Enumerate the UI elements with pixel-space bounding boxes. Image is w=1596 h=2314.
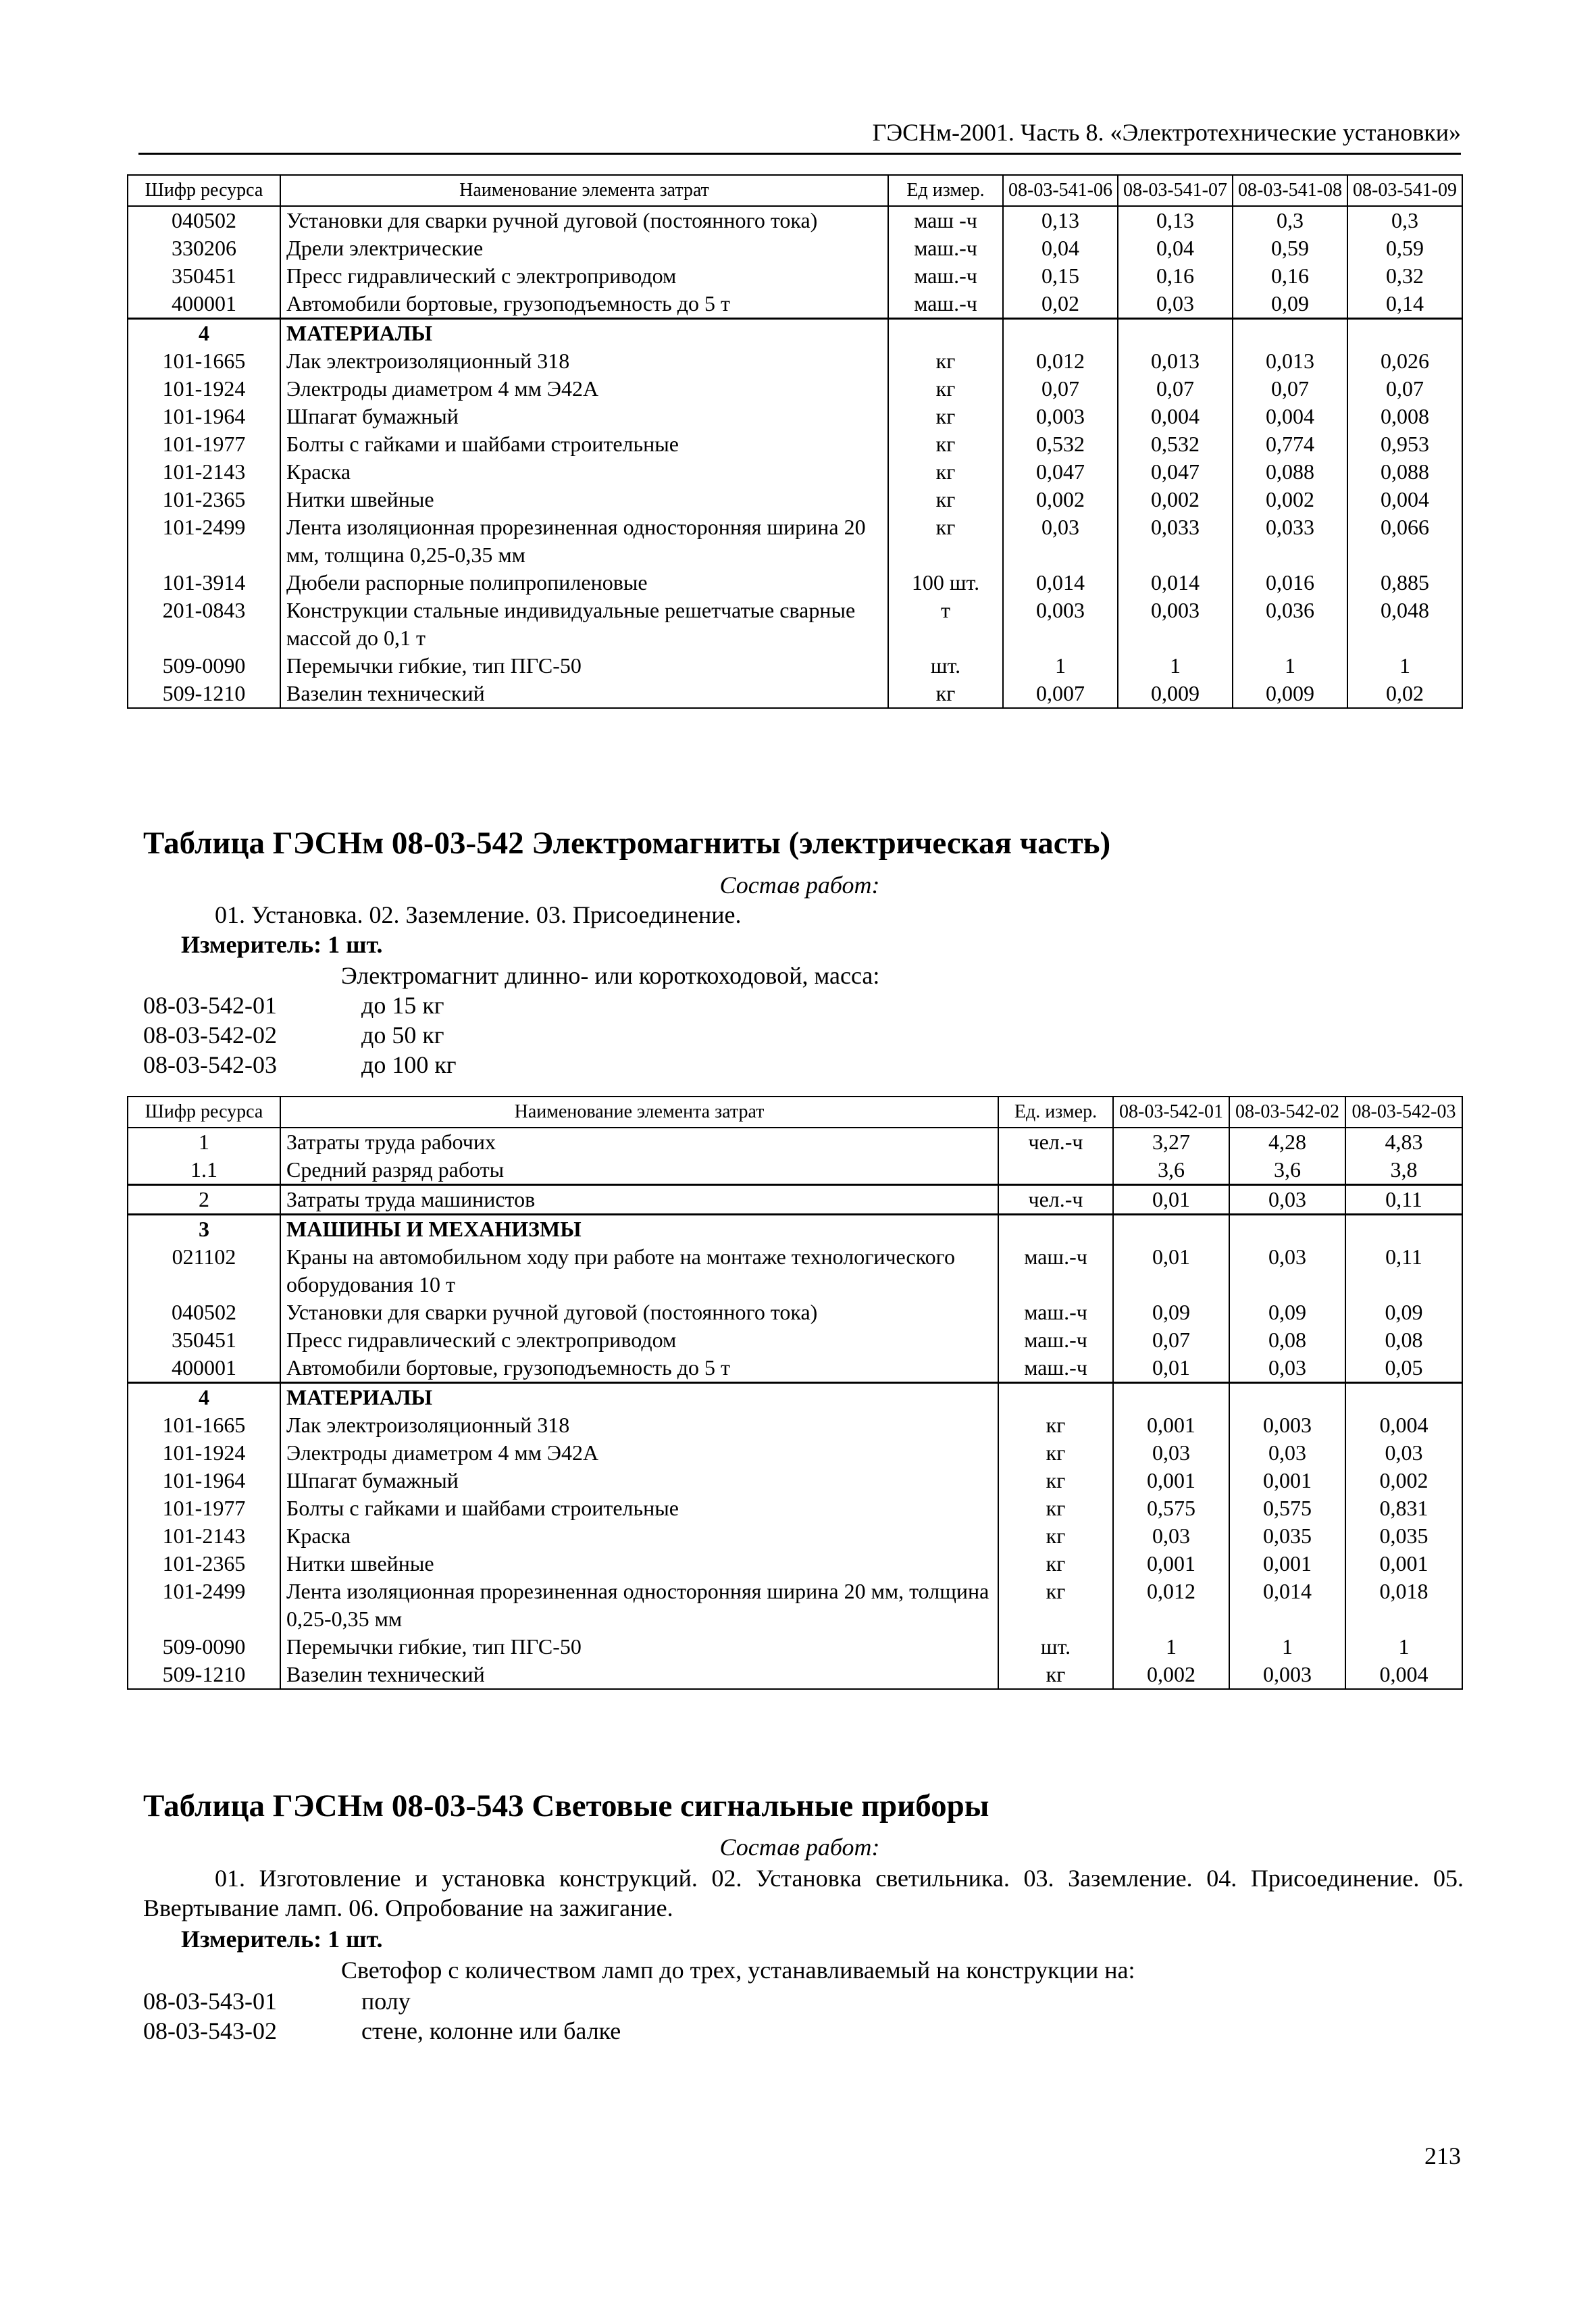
resource-code-cell: 040502 <box>128 206 280 234</box>
value-cell: 0,088 <box>1233 458 1347 486</box>
resource-code-cell: 101-2499 <box>128 513 280 569</box>
resource-name-cell: Автомобили бортовые, грузоподъемность до 5 т <box>280 290 888 319</box>
value-cell: 0,07 <box>1233 375 1347 403</box>
page-number: 213 <box>1424 2142 1461 2169</box>
resource-name-cell: Краска <box>280 1522 998 1550</box>
value-cell: 0,05 <box>1345 1354 1462 1383</box>
resource-name-cell: Перемычки гибкие, тип ПГС-50 <box>280 1633 998 1661</box>
unit-cell: кг <box>888 458 1003 486</box>
value-cell: 0,08 <box>1229 1326 1345 1354</box>
resource-name-cell: Лента изоляционная прорезиненная односторонняя ширина 20 мм, толщина 0,25-0,35 мм <box>280 1578 998 1633</box>
value-cell <box>1345 1215 1462 1244</box>
value-cell: 0,001 <box>1229 1467 1345 1494</box>
resource-code-cell: 350451 <box>128 1326 280 1354</box>
value-cell: 0,035 <box>1229 1522 1345 1550</box>
value-cell: 0,007 <box>1003 680 1118 708</box>
unit-cell: чел.-ч <box>998 1128 1113 1156</box>
item-code: 08-03-543-01 <box>143 1988 277 2015</box>
value-cell <box>1113 1383 1229 1412</box>
table-row <box>128 652 1462 680</box>
resource-name-cell: Нитки швейные <box>280 486 888 513</box>
value-cell: 0,13 <box>1003 206 1118 234</box>
composition-text-542: 01. Установка. 02. Заземление. 03. Присоединение. <box>215 901 742 928</box>
value-cell: 1 <box>1003 652 1118 680</box>
item-code: 08-03-543-02 <box>143 2017 277 2044</box>
value-cell: 3,6 <box>1113 1156 1229 1185</box>
resource-name-cell: Шпагат бумажный <box>280 1467 998 1494</box>
table-row <box>128 430 1462 458</box>
resource-name-cell: Дюбели распорные полипропиленовые <box>280 569 888 597</box>
resource-name-cell: Шпагат бумажный <box>280 403 888 430</box>
value-cell: 0,002 <box>1003 486 1118 513</box>
unit-cell: кг <box>998 1467 1113 1494</box>
value-cell: 1 <box>1347 652 1462 680</box>
resource-name-cell: Краны на автомобильном ходу при работе на монтаже технологического оборудования 10 т <box>280 1243 998 1299</box>
section-title-542: Таблица ГЭСНм 08-03-542 Электромагниты (электрическая часть) <box>143 826 1111 861</box>
value-cell: 0,774 <box>1233 430 1347 458</box>
resource-code-cell: 201-0843 <box>128 597 280 652</box>
value-cell: 0,004 <box>1345 1411 1462 1439</box>
value-cell: 0,01 <box>1113 1354 1229 1383</box>
value-cell <box>1003 319 1118 348</box>
table-row <box>128 1299 1462 1326</box>
resource-name-cell: Лента изоляционная прорезиненная односторонняя ширина 20 мм, толщина 0,25-0,35 мм <box>280 513 888 569</box>
table-row <box>128 1494 1462 1522</box>
unit-cell: маш.-ч <box>998 1326 1113 1354</box>
table-row <box>128 597 1462 652</box>
resource-code-cell: 101-1665 <box>128 1411 280 1439</box>
table-row <box>128 1633 1462 1661</box>
value-cell: 1 <box>1229 1633 1345 1661</box>
value-cell: 0,16 <box>1233 262 1347 290</box>
table-row <box>128 1578 1462 1633</box>
value-cell: 0,04 <box>1003 234 1118 262</box>
header-col: 08-03-542-02 <box>1229 1097 1345 1128</box>
value-cell: 0,033 <box>1233 513 1347 569</box>
header-code: Шифр ресурса <box>128 175 280 206</box>
table-header-row <box>128 1097 1462 1128</box>
resource-code-cell: 4 <box>128 1383 280 1412</box>
value-cell: 0,003 <box>1229 1411 1345 1439</box>
table-row <box>128 347 1462 375</box>
resource-name-cell: Вазелин технический <box>280 680 888 708</box>
resource-code-cell: 101-1924 <box>128 1439 280 1467</box>
value-cell: 0,001 <box>1113 1467 1229 1494</box>
value-cell: 4,28 <box>1229 1128 1345 1156</box>
header-col: 08-03-541-08 <box>1233 175 1347 206</box>
value-cell: 0,008 <box>1347 403 1462 430</box>
unit-cell: маш.-ч <box>888 262 1003 290</box>
value-cell: 0,11 <box>1345 1243 1462 1299</box>
value-cell: 0,3 <box>1347 206 1462 234</box>
page-header: ГЭСНм-2001. Часть 8. «Электротехнические установки» <box>138 115 1461 155</box>
value-cell: 0,033 <box>1118 513 1233 569</box>
value-cell: 0,02 <box>1003 290 1118 319</box>
table-row <box>128 680 1462 708</box>
resource-name-cell: Вазелин технический <box>280 1661 998 1689</box>
value-cell: 0,11 <box>1345 1185 1462 1215</box>
value-cell: 0,532 <box>1118 430 1233 458</box>
unit-cell: маш.-ч <box>998 1354 1113 1383</box>
table-row <box>128 1128 1462 1156</box>
resource-name-cell: МАШИНЫ И МЕХАНИЗМЫ <box>280 1215 998 1244</box>
resource-name-cell: Затраты труда рабочих <box>280 1128 998 1156</box>
resource-table-541 <box>127 174 1463 709</box>
value-cell: 0,04 <box>1118 234 1233 262</box>
resource-name-cell: Автомобили бортовые, грузоподъемность до 5 т <box>280 1354 998 1383</box>
resource-code-cell: 101-1665 <box>128 347 280 375</box>
value-cell: 1 <box>1113 1633 1229 1661</box>
table-row <box>128 206 1462 234</box>
table-row <box>128 290 1462 319</box>
resource-name-cell: Пресс гидравлический с электроприводом <box>280 1326 998 1354</box>
table-row <box>128 458 1462 486</box>
table-row <box>128 1326 1462 1354</box>
table-row <box>128 1467 1462 1494</box>
value-cell: 1 <box>1233 652 1347 680</box>
unit-cell: кг <box>998 1494 1113 1522</box>
resource-code-cell: 330206 <box>128 234 280 262</box>
unit-cell: кг <box>888 403 1003 430</box>
header-unit: Ед. измер. <box>998 1097 1113 1128</box>
value-cell: 0,003 <box>1118 597 1233 652</box>
resource-name-cell: МАТЕРИАЛЫ <box>280 1383 998 1412</box>
section-title-543: Таблица ГЭСНм 08-03-543 Световые сигнальные приборы <box>143 1788 989 1823</box>
value-cell: 0,03 <box>1229 1354 1345 1383</box>
resource-name-cell: Электроды диаметром 4 мм Э42А <box>280 1439 998 1467</box>
unit-cell: кг <box>888 430 1003 458</box>
unit-cell: кг <box>888 513 1003 569</box>
value-cell: 0,15 <box>1003 262 1118 290</box>
value-cell: 0,018 <box>1345 1578 1462 1633</box>
value-cell: 0,532 <box>1003 430 1118 458</box>
unit-cell: кг <box>888 347 1003 375</box>
unit-cell <box>888 319 1003 348</box>
value-cell: 0,002 <box>1345 1467 1462 1494</box>
value-cell: 1 <box>1345 1633 1462 1661</box>
header-col: 08-03-541-09 <box>1347 175 1462 206</box>
value-cell <box>1229 1383 1345 1412</box>
value-cell: 0,07 <box>1118 375 1233 403</box>
value-cell: 0,002 <box>1113 1661 1229 1689</box>
resource-code-cell: 1 <box>128 1128 280 1156</box>
resource-name-cell: Краска <box>280 458 888 486</box>
value-cell: 0,08 <box>1345 1326 1462 1354</box>
resource-code-cell: 101-2143 <box>128 1522 280 1550</box>
item-text: до 15 кг <box>361 992 444 1019</box>
header-name: Наименование элемента затрат <box>280 175 888 206</box>
resource-name-cell: Пресс гидравлический с электроприводом <box>280 262 888 290</box>
table-header-row <box>128 175 1462 206</box>
table-row <box>128 1411 1462 1439</box>
table-row <box>128 486 1462 513</box>
table-row <box>128 234 1462 262</box>
resource-code-cell: 101-2499 <box>128 1578 280 1633</box>
value-cell: 0,03 <box>1229 1185 1345 1215</box>
composition-label-542: Состав работ: <box>719 872 880 899</box>
resource-code-cell: 101-3914 <box>128 569 280 597</box>
resource-code-cell: 021102 <box>128 1243 280 1299</box>
resource-code-cell: 101-1977 <box>128 1494 280 1522</box>
resource-code-cell: 400001 <box>128 1354 280 1383</box>
resource-name-cell: Установки для сварки ручной дуговой (постоянного тока) <box>280 1299 998 1326</box>
unit-cell: кг <box>998 1661 1113 1689</box>
resource-name-cell: Нитки швейные <box>280 1550 998 1578</box>
table-row <box>128 319 1462 348</box>
value-cell: 0,026 <box>1347 347 1462 375</box>
item-code: 08-03-542-03 <box>143 1051 277 1078</box>
item-code: 08-03-542-01 <box>143 992 277 1019</box>
item-text: полу <box>361 1988 411 2015</box>
unit-cell <box>998 1156 1113 1185</box>
value-cell: 0,001 <box>1345 1550 1462 1578</box>
unit-cell: кг <box>998 1578 1113 1633</box>
table-row <box>128 1522 1462 1550</box>
table-row <box>128 1354 1462 1383</box>
unit-cell <box>998 1215 1113 1244</box>
resource-code-cell: 101-1977 <box>128 430 280 458</box>
unit-cell: кг <box>888 375 1003 403</box>
table-row <box>128 513 1462 569</box>
value-cell: 0,953 <box>1347 430 1462 458</box>
value-cell: 0,009 <box>1118 680 1233 708</box>
table-row <box>128 1661 1462 1689</box>
resource-code-cell: 509-1210 <box>128 680 280 708</box>
unit-cell: маш.-ч <box>998 1243 1113 1299</box>
resource-name-cell: Затраты труда машинистов <box>280 1185 998 1215</box>
unit-cell: кг <box>888 486 1003 513</box>
value-cell: 0,59 <box>1233 234 1347 262</box>
table-row <box>128 1383 1462 1412</box>
value-cell: 4,83 <box>1345 1128 1462 1156</box>
unit-cell: маш -ч <box>888 206 1003 234</box>
value-cell: 0,035 <box>1345 1522 1462 1550</box>
unit-cell: маш.-ч <box>888 234 1003 262</box>
unit-cell: кг <box>998 1550 1113 1578</box>
value-cell: 0,09 <box>1345 1299 1462 1326</box>
value-cell: 0,03 <box>1118 290 1233 319</box>
item-text: до 100 кг <box>361 1051 457 1078</box>
value-cell: 0,575 <box>1229 1494 1345 1522</box>
value-cell: 3,27 <box>1113 1128 1229 1156</box>
unit-cell: кг <box>888 680 1003 708</box>
unit-cell: маш.-ч <box>998 1299 1113 1326</box>
unit-cell: шт. <box>888 652 1003 680</box>
meter-542: Измеритель: 1 шт. <box>181 931 383 958</box>
resource-table-542 <box>127 1096 1463 1690</box>
value-cell: 0,03 <box>1229 1243 1345 1299</box>
unit-cell: т <box>888 597 1003 652</box>
value-cell <box>1233 319 1347 348</box>
header-unit: Ед измер. <box>888 175 1003 206</box>
resource-code-cell: 509-0090 <box>128 652 280 680</box>
table-row <box>128 375 1462 403</box>
table-row <box>128 1215 1462 1244</box>
resource-code-cell: 509-0090 <box>128 1633 280 1661</box>
value-cell: 0,07 <box>1113 1326 1229 1354</box>
value-cell: 0,07 <box>1003 375 1118 403</box>
value-cell: 0,59 <box>1347 234 1462 262</box>
value-cell: 0,001 <box>1113 1550 1229 1578</box>
value-cell: 0,03 <box>1345 1439 1462 1467</box>
value-cell <box>1347 319 1462 348</box>
value-cell: 0,09 <box>1113 1299 1229 1326</box>
meter-543: Измеритель: 1 шт. <box>181 1926 383 1953</box>
resource-code-cell: 350451 <box>128 262 280 290</box>
item-text: стене, колонне или балке <box>361 2017 621 2044</box>
header-col: 08-03-542-03 <box>1345 1097 1462 1128</box>
value-cell: 0,009 <box>1233 680 1347 708</box>
table-row <box>128 1156 1462 1185</box>
resource-code-cell: 400001 <box>128 290 280 319</box>
value-cell: 0,09 <box>1229 1299 1345 1326</box>
composition-text-543: 01. Изготовление и установка конструкций. 02. Установка светильника. 03. Заземление. 04. Присоединение. 05. Ввертывание ламп. 06. Опробование на зажигание. <box>143 1865 1464 1921</box>
value-cell: 0,03 <box>1003 513 1118 569</box>
table-row <box>128 1185 1462 1215</box>
value-cell: 0,14 <box>1347 290 1462 319</box>
value-cell: 0,016 <box>1233 569 1347 597</box>
table-row <box>128 569 1462 597</box>
value-cell: 0,047 <box>1003 458 1118 486</box>
value-cell: 0,013 <box>1118 347 1233 375</box>
value-cell: 0,01 <box>1113 1243 1229 1299</box>
resource-name-cell: Дрели электрические <box>280 234 888 262</box>
value-cell: 0,012 <box>1113 1578 1229 1633</box>
unit-cell: маш.-ч <box>888 290 1003 319</box>
value-cell: 0,004 <box>1347 486 1462 513</box>
value-cell: 0,13 <box>1118 206 1233 234</box>
resource-code-cell: 101-2365 <box>128 486 280 513</box>
unit-cell: 100 шт. <box>888 569 1003 597</box>
resource-name-cell: Болты с гайками и шайбами строительные <box>280 430 888 458</box>
value-cell: 0,014 <box>1229 1578 1345 1633</box>
value-cell: 0,012 <box>1003 347 1118 375</box>
resource-name-cell: Установки для сварки ручной дуговой (постоянного тока) <box>280 206 888 234</box>
resource-code-cell: 1.1 <box>128 1156 280 1185</box>
resource-code-cell: 4 <box>128 319 280 348</box>
value-cell: 0,32 <box>1347 262 1462 290</box>
value-cell: 0,003 <box>1229 1661 1345 1689</box>
value-cell: 0,004 <box>1345 1661 1462 1689</box>
value-cell: 0,16 <box>1118 262 1233 290</box>
resource-name-cell: Болты с гайками и шайбами строительные <box>280 1494 998 1522</box>
resource-name-cell: Лак электроизоляционный 318 <box>280 347 888 375</box>
value-cell <box>1229 1215 1345 1244</box>
item-code: 08-03-542-02 <box>143 1022 277 1049</box>
value-cell: 0,02 <box>1347 680 1462 708</box>
resource-code-cell: 3 <box>128 1215 280 1244</box>
value-cell: 0,575 <box>1113 1494 1229 1522</box>
value-cell: 0,885 <box>1347 569 1462 597</box>
value-cell: 0,048 <box>1347 597 1462 652</box>
resource-name-cell: Перемычки гибкие, тип ПГС-50 <box>280 652 888 680</box>
header-col: 08-03-542-01 <box>1113 1097 1229 1128</box>
resource-name-cell: Средний разряд работы <box>280 1156 998 1185</box>
value-cell: 0,003 <box>1003 403 1118 430</box>
resource-code-cell: 509-1210 <box>128 1661 280 1689</box>
resource-code-cell: 101-2365 <box>128 1550 280 1578</box>
value-cell: 0,3 <box>1233 206 1347 234</box>
value-cell: 0,001 <box>1229 1550 1345 1578</box>
value-cell: 0,047 <box>1118 458 1233 486</box>
table-row <box>128 262 1462 290</box>
value-cell: 0,001 <box>1113 1411 1229 1439</box>
resource-code-cell: 101-1924 <box>128 375 280 403</box>
value-cell: 0,002 <box>1118 486 1233 513</box>
unit-cell <box>998 1383 1113 1412</box>
value-cell: 0,03 <box>1113 1439 1229 1467</box>
unit-cell: кг <box>998 1522 1113 1550</box>
table-row <box>128 1243 1462 1299</box>
unit-cell: чел.-ч <box>998 1185 1113 1215</box>
resource-name-cell: Конструкции стальные индивидуальные решетчатые сварные массой до 0,1 т <box>280 597 888 652</box>
intro-542: Электромагнит длинно- или короткоходовой, масса: <box>341 962 880 989</box>
value-cell: 0,03 <box>1229 1439 1345 1467</box>
resource-name-cell: Лак электроизоляционный 318 <box>280 1411 998 1439</box>
value-cell: 0,09 <box>1233 290 1347 319</box>
table-row <box>128 1550 1462 1578</box>
value-cell: 0,088 <box>1347 458 1462 486</box>
value-cell: 0,03 <box>1113 1522 1229 1550</box>
value-cell: 0,013 <box>1233 347 1347 375</box>
item-text: до 50 кг <box>361 1022 444 1049</box>
value-cell: 3,6 <box>1229 1156 1345 1185</box>
header-code: Шифр ресурса <box>128 1097 280 1128</box>
resource-name-cell: Электроды диаметром 4 мм Э42А <box>280 375 888 403</box>
value-cell <box>1113 1215 1229 1244</box>
value-cell: 0,014 <box>1003 569 1118 597</box>
value-cell: 0,004 <box>1118 403 1233 430</box>
intro-543: Светофор с количеством ламп до трех, устанавливаемый на конструкции на: <box>341 1957 1135 1984</box>
unit-cell: кг <box>998 1411 1113 1439</box>
unit-cell: кг <box>998 1439 1113 1467</box>
resource-name-cell: МАТЕРИАЛЫ <box>280 319 888 348</box>
value-cell <box>1345 1383 1462 1412</box>
composition-label-543: Состав работ: <box>719 1834 880 1861</box>
value-cell: 1 <box>1118 652 1233 680</box>
value-cell: 0,004 <box>1233 403 1347 430</box>
value-cell: 0,01 <box>1113 1185 1229 1215</box>
header-col: 08-03-541-07 <box>1118 175 1233 206</box>
value-cell: 0,036 <box>1233 597 1347 652</box>
value-cell: 0,831 <box>1345 1494 1462 1522</box>
header-col: 08-03-541-06 <box>1003 175 1118 206</box>
value-cell: 0,003 <box>1003 597 1118 652</box>
value-cell: 0,066 <box>1347 513 1462 569</box>
header-name: Наименование элемента затрат <box>280 1097 998 1128</box>
unit-cell: шт. <box>998 1633 1113 1661</box>
resource-code-cell: 101-2143 <box>128 458 280 486</box>
value-cell: 0,002 <box>1233 486 1347 513</box>
table-row <box>128 403 1462 430</box>
value-cell: 0,014 <box>1118 569 1233 597</box>
value-cell <box>1118 319 1233 348</box>
value-cell: 3,8 <box>1345 1156 1462 1185</box>
resource-code-cell: 040502 <box>128 1299 280 1326</box>
resource-code-cell: 2 <box>128 1185 280 1215</box>
table-row <box>128 1439 1462 1467</box>
resource-code-cell: 101-1964 <box>128 403 280 430</box>
resource-code-cell: 101-1964 <box>128 1467 280 1494</box>
value-cell: 0,07 <box>1347 375 1462 403</box>
